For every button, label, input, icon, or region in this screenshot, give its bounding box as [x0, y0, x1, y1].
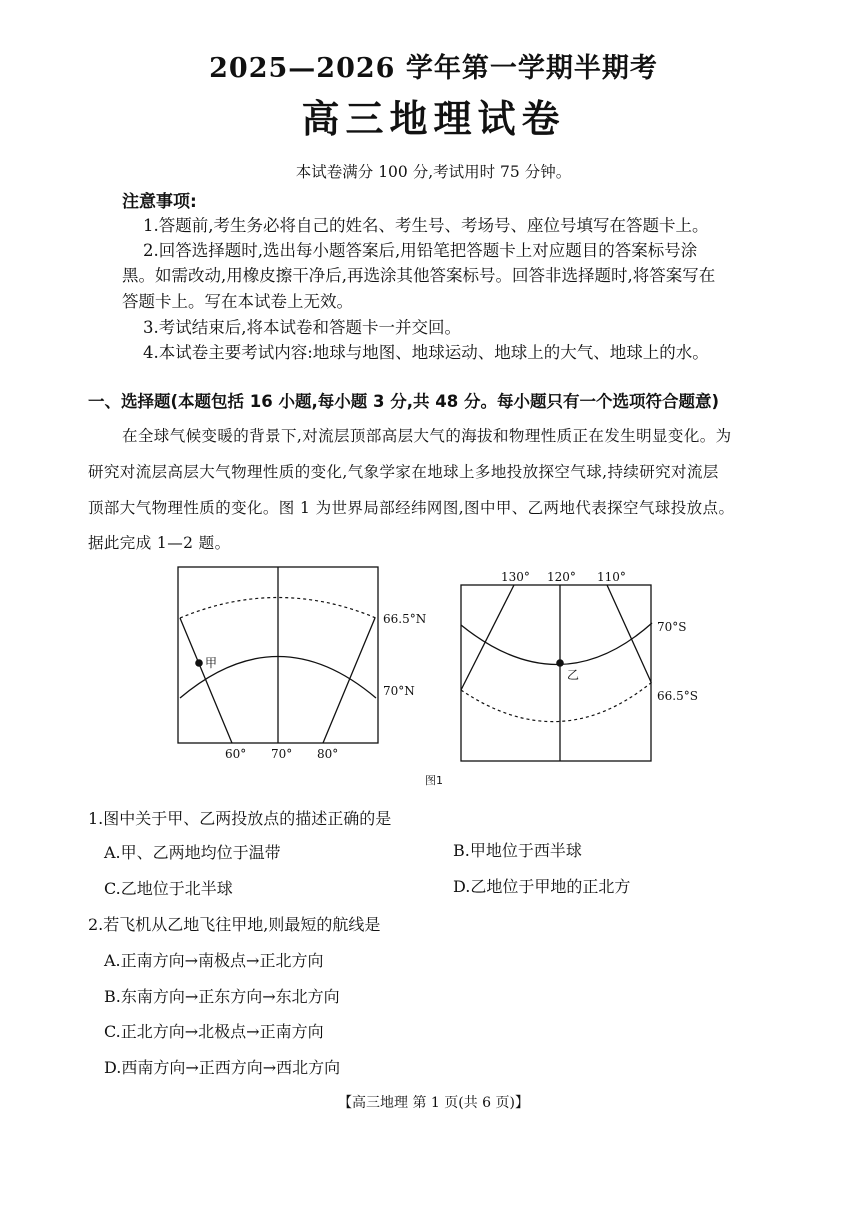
intro-paragraph-line-4: 据此完成 1—2 题。 [88, 534, 231, 552]
left-lat-label-66-5n: 66.5°N [383, 612, 427, 626]
right-parallel-70s [461, 623, 652, 665]
section-heading: 一、选择题(本题包括 16 小题,每小题 3 分,共 48 分。每小题只有一个选项符合题意) [88, 392, 719, 411]
right-parallel-66-5s [461, 682, 652, 722]
score-info: 本试卷满分 100 分,考试用时 75 分钟。 [295, 163, 572, 181]
exam-line: 2025—2026 学年第一学期半期考 [209, 53, 658, 84]
right-meridian-110 [607, 585, 651, 682]
left-lat-label-70n: 70°N [383, 684, 415, 698]
question-1-option-a: A.甲、乙两地均位于温带 [104, 843, 281, 862]
right-lon-label-110: 110° [597, 570, 626, 584]
question-1-stem: 1.图中关于甲、乙两投放点的描述正确的是 [88, 809, 392, 828]
point-yi-label: 乙 [567, 668, 580, 682]
question-2-stem: 2.若飞机从乙地飞往甲地,则最短的航线是 [88, 915, 381, 934]
question-1-option-c: C.乙地位于北半球 [104, 879, 233, 898]
right-lon-label-120: 120° [547, 570, 576, 584]
left-meridian-80 [323, 618, 375, 743]
question-1-option-b: B.甲地位于西半球 [453, 841, 582, 860]
right-meridian-130 [461, 585, 514, 690]
right-graticule-map [455, 565, 720, 765]
point-jia-marker [195, 659, 203, 667]
right-lon-label-130: 130° [501, 570, 530, 584]
left-lon-label-80: 80° [317, 747, 339, 761]
notice-heading: 注意事项: [122, 192, 197, 212]
intro-paragraph-line-1: 在全球气候变暖的背景下,对流层顶部高层大气的海拔和物理性质正在发生明显变化。为 [122, 427, 732, 445]
right-lat-label-70s: 70°S [657, 620, 687, 634]
paper-title: 高三地理试卷 [301, 96, 566, 141]
point-yi-marker [556, 659, 564, 667]
notice-item-1: 1.答题前,考生务必将自己的姓名、考生号、考场号、座位号填写在答题卡上。 [143, 216, 709, 235]
question-2-option-c: C.正北方向→北极点→正南方向 [104, 1022, 324, 1041]
left-lon-label-70: 70° [271, 747, 293, 761]
notice-item-2-line-3: 答题卡上。写在本试卷上无效。 [122, 292, 353, 311]
notice-item-4: 4.本试卷主要考试内容:地球与地图、地球运动、地球上的大气、地球上的水。 [143, 343, 709, 362]
intro-paragraph-line-2: 研究对流层高层大气物理性质的变化,气象学家在地球上多地投放探空气球,持续研究对流层 [88, 463, 719, 481]
left-graticule-map [170, 560, 440, 765]
notice-item-3: 3.考试结束后,将本试卷和答题卡一并交回。 [143, 318, 461, 337]
left-meridian-60 [180, 618, 232, 743]
question-2-option-b: B.东南方向→正东方向→东北方向 [104, 987, 340, 1006]
question-2-option-a: A.正南方向→南极点→正北方向 [104, 951, 324, 970]
notice-item-2-line-2: 黑。如需改动,用橡皮擦干净后,再选涂其他答案标号。回答非选择题时,将答案写在 [122, 266, 716, 285]
point-jia-label: 甲 [205, 656, 218, 670]
left-lon-label-60: 60° [225, 747, 247, 761]
notice-item-2-line-1: 2.回答选择题时,选出每小题答案后,用铅笔把答题卡上对应题目的答案标号涂 [143, 241, 698, 260]
question-1-option-d: D.乙地位于甲地的正北方 [453, 877, 631, 896]
figure-caption: 图1 [425, 774, 443, 787]
page-footer: 【高三地理 第 1 页(共 6 页)】 [338, 1095, 529, 1111]
right-map-frame [461, 585, 651, 761]
question-2-option-d: D.西南方向→正西方向→西北方向 [104, 1058, 341, 1077]
right-lat-label-66-5s: 66.5°S [657, 689, 698, 703]
intro-paragraph-line-3: 顶部大气物理性质的变化。图 1 为世界局部经纬网图,图中甲、乙两地代表探空气球投放点。 [88, 499, 735, 517]
